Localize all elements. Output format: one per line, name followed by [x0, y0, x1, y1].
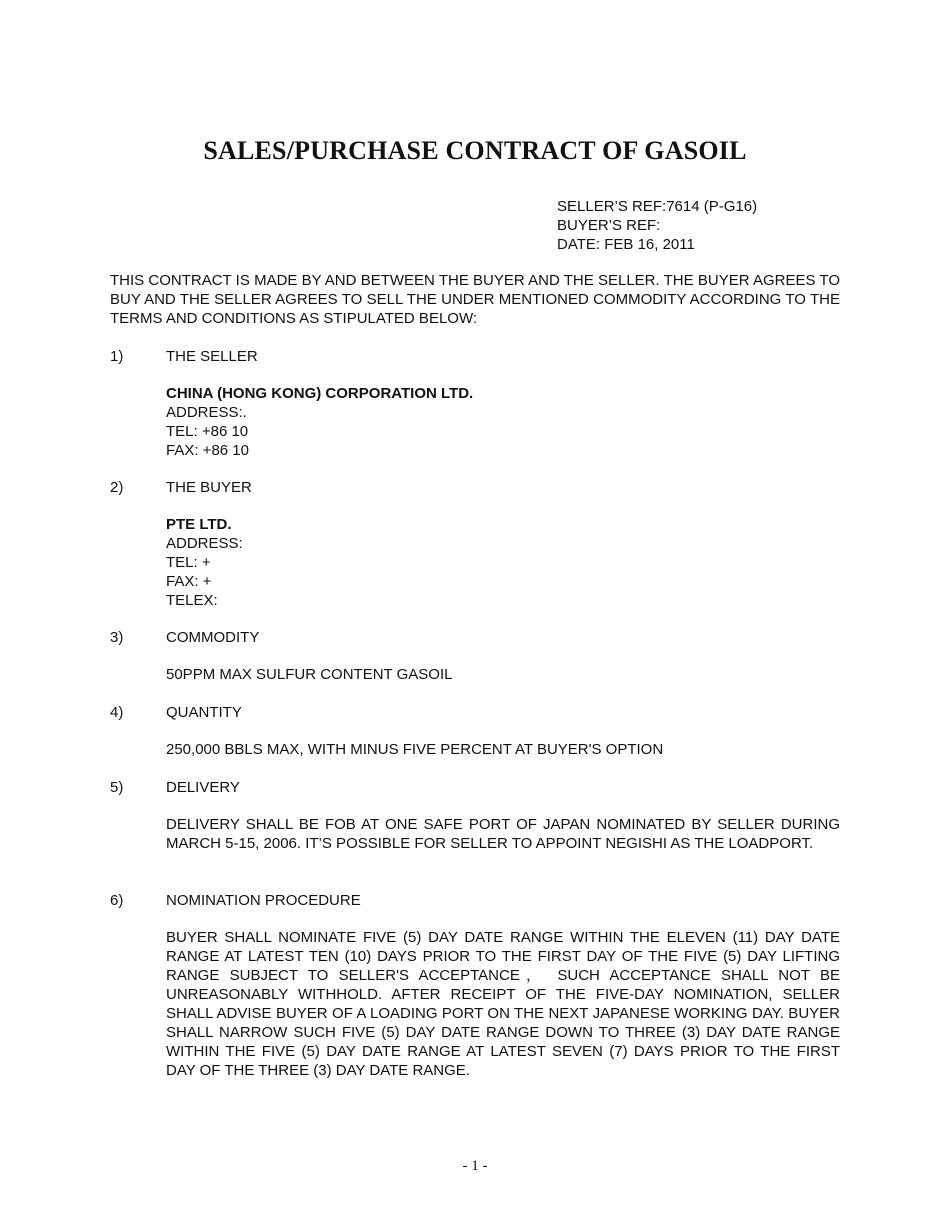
buyer-fax: FAX: + — [166, 573, 212, 590]
buyer-address: ADDRESS: — [166, 535, 243, 552]
section-heading: THE BUYER — [166, 479, 252, 496]
buyer-tel: TEL: + — [166, 554, 211, 571]
seller-fax: FAX: +86 10 — [166, 442, 249, 459]
section-heading: NOMINATION PROCEDURE — [166, 892, 361, 909]
section-number: 4) — [110, 704, 124, 721]
buyer-telex: TELEX: — [166, 592, 218, 609]
contract-date: DATE: FEB 16, 2011 — [557, 236, 695, 253]
commodity-text: 50PPM MAX SULFUR CONTENT GASOIL — [166, 666, 453, 683]
page-number: - 1 - — [462, 1158, 488, 1174]
section-number: 3) — [110, 629, 124, 646]
section-heading: QUANTITY — [166, 704, 242, 721]
buyer-ref: BUYER’S REF: — [557, 217, 661, 234]
seller-ref: SELLER’S REF:7614 (P-G16) — [557, 198, 758, 215]
reference-block — [557, 197, 757, 254]
nomination-text: BUYER SHALL NOMINATE FIVE (5) DAY DATE RANGE WITHIN THE ELEVEN (11) DAY DATE RANGE AT LATEST TEN (10) DAYS PRIOR TO THE FIRST DAY OF THE FIVE (5) DAY LIFTING RANGE SUBJECT TO SELLER'S ACCEPTANCE， SUCH ACCEPTANCE SHALL NOT BE UNREASONABLY WITHHOLD. AFTER RECEIPT OF THE FIVE-DAY NOMINATION, SELLER SHALL ADVISE BUYER OF A LOADING PORT ON THE NEXT JAPANESE WORKING DAY. BUYER SHALL NARROW SUCH FIVE (5) DAY DATE RANGE DOWN TO THREE (3) DAY DATE RANGE WITHIN THE FIVE (5) DAY DATE RANGE AT LATEST SEVEN (7) DAYS PRIOR TO THE FIRST DAY OF THE THREE (3) DAY DATE RANGE. — [166, 929, 840, 1079]
document-title: SALES/PURCHASE CONTRACT OF GASOIL — [203, 136, 747, 165]
seller-address: ADDRESS:. — [166, 404, 247, 421]
section-heading: THE SELLER — [166, 348, 258, 365]
section-number: 1) — [110, 348, 124, 365]
seller-details — [166, 384, 840, 460]
buyer-details — [166, 515, 840, 610]
seller-name: CHINA (HONG KONG) CORPORATION LTD. — [166, 385, 474, 402]
quantity-text: 250,000 BBLS MAX, WITH MINUS FIVE PERCENT AT BUYER'S OPTION — [166, 741, 664, 758]
section-number: 5) — [110, 779, 124, 796]
section-heading: COMMODITY — [166, 629, 260, 646]
intro-paragraph: THIS CONTRACT IS MADE BY AND BETWEEN THE BUYER AND THE SELLER. THE BUYER AGREES TO BUY AND THE SELLER AGREES TO SELL THE UNDER MENTIONED COMMODITY ACCORDING TO THE TERMS AND CONDITIONS AS STIPULATED BELOW: — [110, 272, 840, 327]
delivery-text: DELIVERY SHALL BE FOB AT ONE SAFE PORT OF JAPAN NOMINATED BY SELLER DURING MARCH 5-15, 2006. IT’S POSSIBLE FOR SELLER TO APPOINT NEGISHI AS THE LOADPORT. — [166, 816, 840, 852]
section-number: 2) — [110, 479, 124, 496]
section-number: 6) — [110, 892, 124, 909]
buyer-name: PTE LTD. — [166, 516, 232, 533]
seller-tel: TEL: +86 10 — [166, 423, 249, 440]
section-heading: DELIVERY — [166, 779, 240, 796]
